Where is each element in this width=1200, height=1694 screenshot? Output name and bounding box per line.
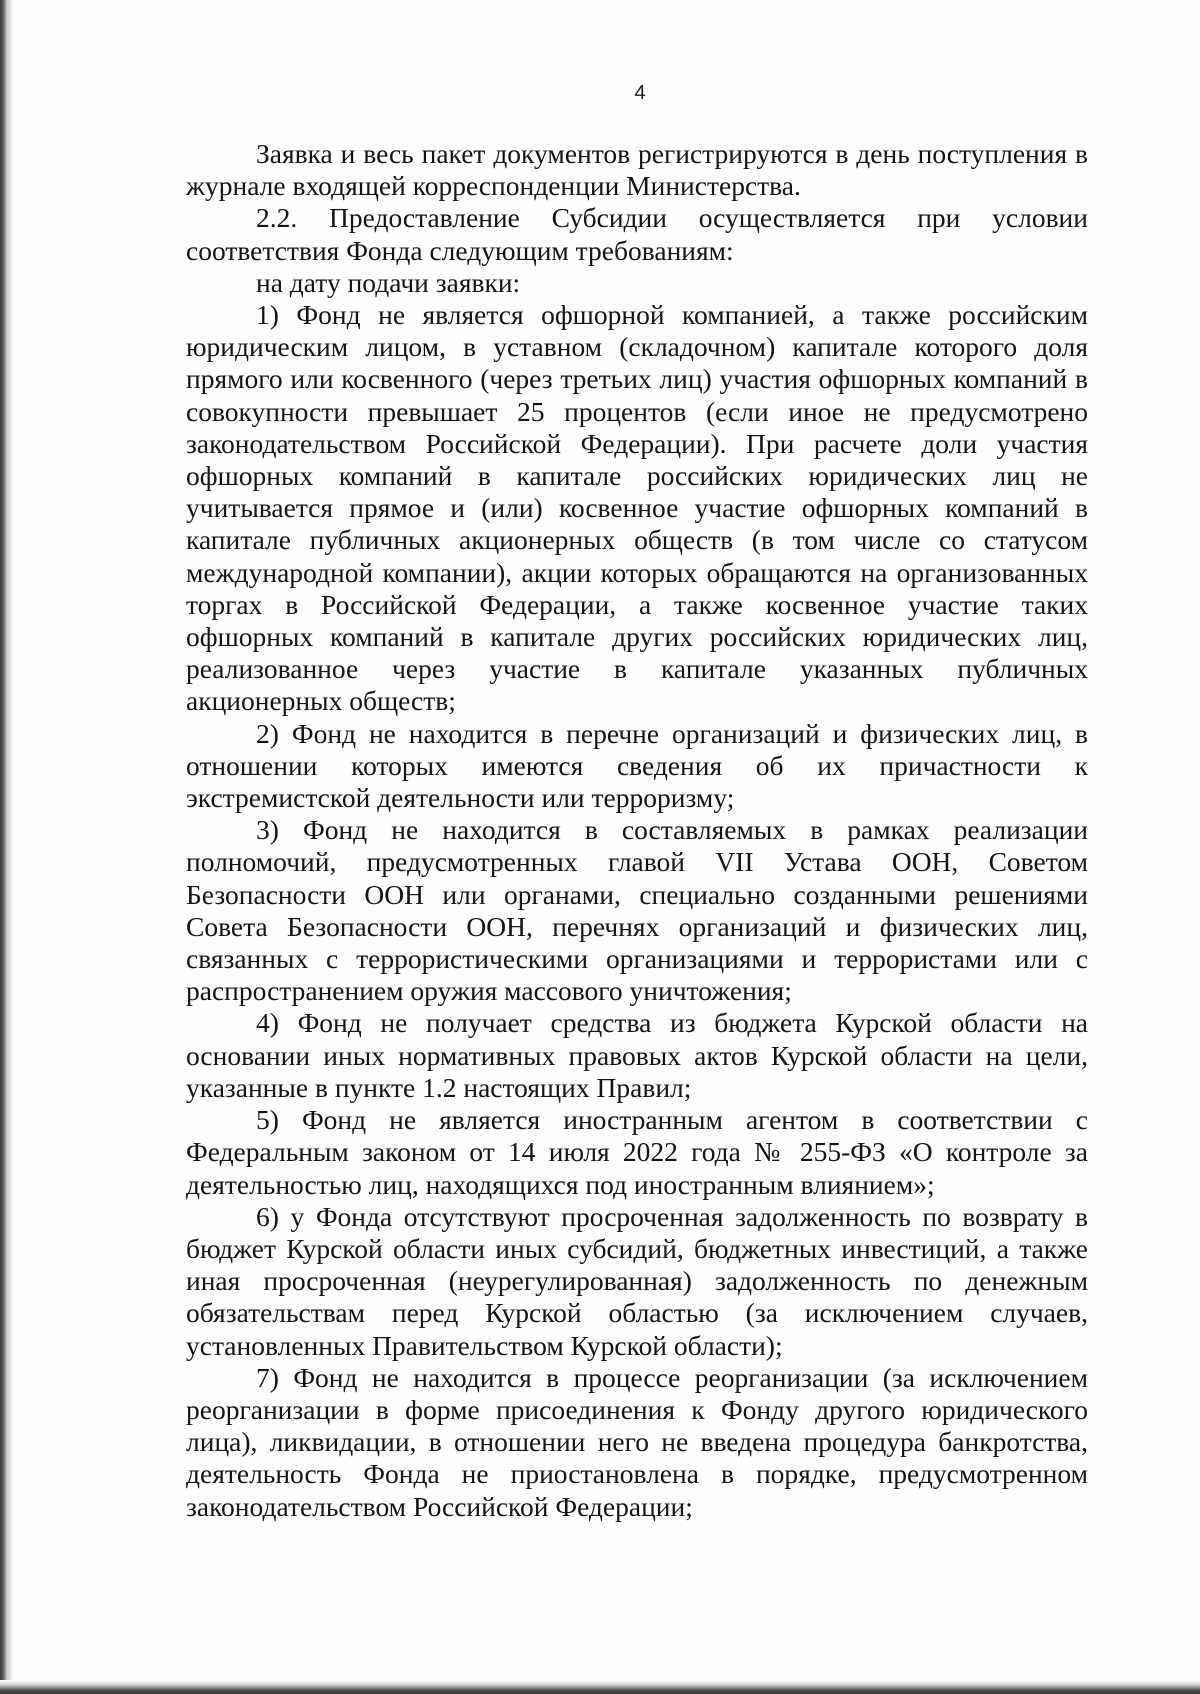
paragraph-section-2-2: 2.2. Предоставление Субсидии осуществляется при условии соответствия Фонда следующим требованиям: [186, 202, 1088, 266]
scan-edge-left [0, 0, 14, 1694]
paragraph-requirement-7: 7) Фонд не находится в процессе реорганизации (за исключением реорганизации в форме присоединения к Фонду другого юридического лица), ликвидации, в отношении него не введена процедура банкротства, деятельность Фонда не приостановлена в порядке, предусмотренном законодательством Российской Федерации; [186, 1361, 1088, 1522]
scan-edge-bottom [0, 1680, 1200, 1694]
paragraph-requirement-6: 6) у Фонда отсутствуют просроченная задолженность по возврату в бюджет Курской области иных субсидий, бюджетных инвестиций, а также иная просроченная (неурегулированная) задолженность по денежным обязательствам перед Курской областью (за исключением случаев, установленных Правительством Курской области); [186, 1200, 1088, 1361]
paragraph-requirement-3: 3) Фонд не находится в составляемых в рамках реализации полномочий, предусмотренных главой VII Устава ООН, Советом Безопасности ООН или органами, специально созданными решениями Совета Безопасности ООН, перечнях организаций и физических лиц, связанных с террористическими организациями и террористами или с распространением оружия массового уничтожения; [186, 814, 1088, 1007]
paragraph-requirement-2: 2) Фонд не находится в перечне организаций и физических лиц, в отношении которых имеются сведения об их причастности к экстремистской деятельности или терроризму; [186, 717, 1088, 814]
paragraph-requirement-1: 1) Фонд не является офшорной компанией, а также российским юридическим лицом, в уставном (складочном) капитале которого доля прямого или косвенного (через третьих лиц) участия офшорных компаний в совокупности превышает 25 процентов (если иное не предусмотрено законодательством Российской Федерации). При расчете доли участия офшорных компаний в капитале российских юридических лиц не учитывается прямое и (или) косвенное участие офшорных компаний в капитале публичных акционерных обществ (в том числе со статусом международной компании), акции которых обращаются на организованных торгах в Российской Федерации, а также косвенное участие таких офшорных компаний в капитале других российских юридических лиц, реализованное через участие в капитале указанных публичных акционерных обществ; [186, 299, 1088, 717]
paragraph-registration: Заявка и весь пакет документов регистрируются в день поступления в журнале входящей корреспонденции Министерства. [186, 138, 1088, 202]
paragraph-application-date: на дату подачи заявки: [256, 266, 521, 298]
page-number: 4 [634, 82, 646, 104]
paragraph-requirement-4: 4) Фонд не получает средства из бюджета Курской области на основании иных нормативных правовых актов Курской области на цели, указанные в пункте 1.2 настоящих Правил; [186, 1007, 1088, 1103]
paragraph-requirement-5: 5) Фонд не является иностранным агентом в соответствии с Федеральным законом от 14 июля 2022 года № 255-ФЗ «О контроле за деятельностью лиц, находящихся под иностранным влиянием»; [186, 1104, 1088, 1200]
document-body [186, 138, 1088, 1523]
